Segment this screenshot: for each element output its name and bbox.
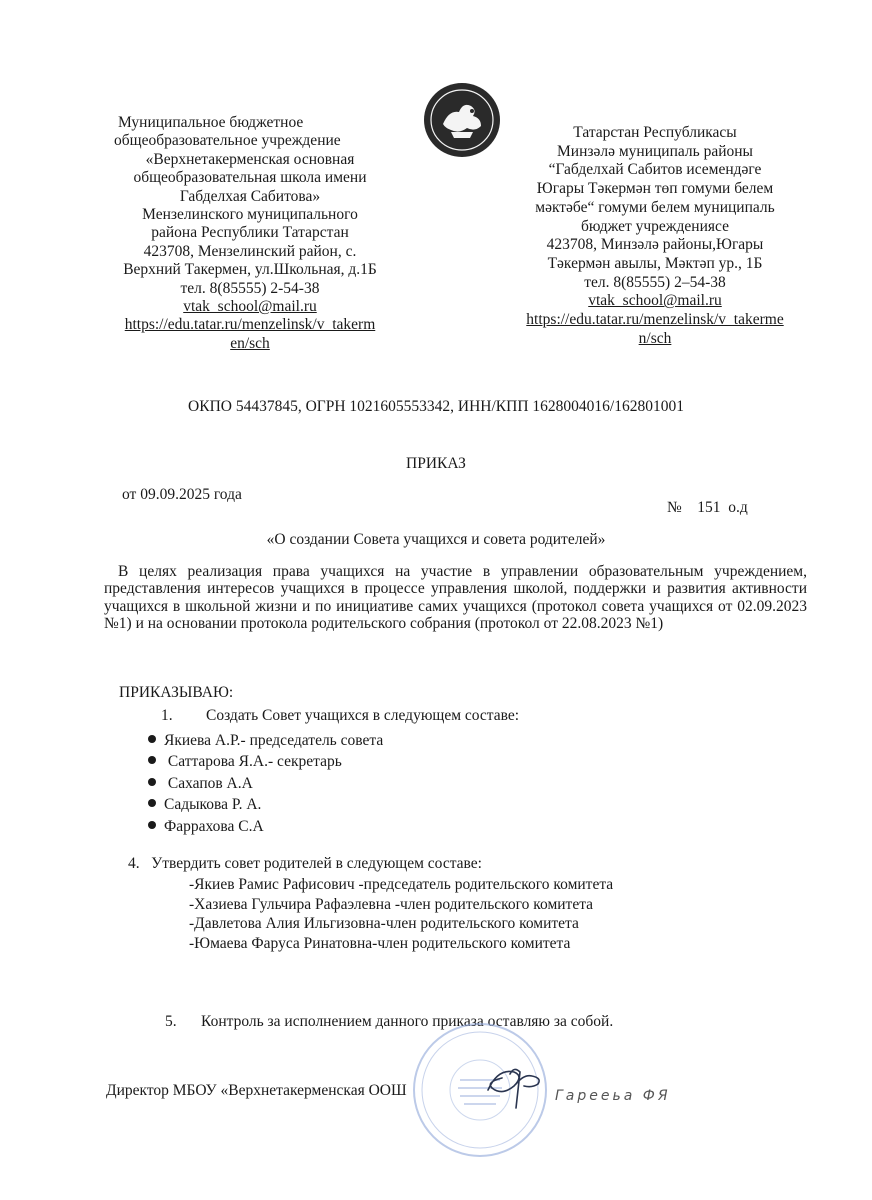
email-link[interactable]: vtak_school@mail.ru [588,292,722,310]
header-right-line: Татарстан Республикасы [573,124,737,141]
email-link[interactable]: vtak_school@mail.ru [183,298,317,316]
header-left-line: Габделхая Сабитова» [179,187,321,205]
website-link-cont[interactable]: en/sch [230,334,270,352]
header-left-line: общеобразовательное учреждение [114,132,341,150]
order-item-4 [128,855,482,873]
header-right-tatar [505,124,805,348]
list-item: -Давлетова Алия Ильгизовна-член родительского комитета [189,915,579,932]
header-left-line: «Верхнетакерменская основная [145,150,355,168]
item-number: 1. [161,707,173,724]
header-left-line: Мензелинского муниципального [142,206,358,224]
handwritten-name: Гарееьа ФЯ [555,1088,671,1104]
header-right-line: тел. 8(85555) 2–54-38 [584,273,726,291]
header-left-russian [100,114,400,353]
item-text: Контроль за исполнением данного приказа оставляю за собой. [201,1013,614,1030]
list-item [148,816,383,837]
order-item-1 [161,707,519,725]
member-name: Сахапов А.А [164,774,253,792]
signature-line: Директор МБОУ «Верхнетакерменская ООШ [106,1082,407,1099]
bullet-icon [148,778,156,786]
member-name: Саттарова Я.А.- секретарь [164,753,342,771]
member-name: Фаррахова С.А [164,817,264,835]
list-item [148,751,383,772]
signature-icon [480,1060,550,1112]
header-right-line: “Габделхай Сабитов исемендәге [548,161,762,179]
website-link-cont[interactable]: n/sch [638,329,672,347]
order-number: № 151 о.д [667,499,748,516]
order-subject: «О создании Совета учащихся и совета родителей» [266,531,606,548]
member-name: Садыкова Р. А. [164,796,262,814]
bullet-icon [148,821,156,829]
header-right-line: Тәкермән авылы, Мәктәп ур., 1Б [547,254,763,272]
item-number: 5. [165,1013,177,1030]
list-item [148,794,383,815]
order-keyword: ПРИКАЗЫВАЮ: [119,684,234,701]
header-right-line: мәктәбе“ гомуми белем муниципаль [535,198,775,216]
header-left-line: тел. 8(85555) 2-54-38 [180,279,320,297]
header-right-line: 423708, Минзәлә районы,Югары [546,236,764,254]
preamble [104,563,807,632]
header-right-line: Минзәлә муниципаль районы [557,142,753,160]
header-left-line: района Республики Татарстан [151,224,349,242]
header-right-line: Югары Тәкермән төп гомуми белем [536,180,774,198]
header-left-line: Верхний Такермен, ул.Школьная, д.1Б [123,261,377,279]
document-title: ПРИКАЗ [406,455,466,472]
list-item: -Юмаева Фаруса Ринатовна-член родительского комитета [189,934,571,952]
parent-council-list [189,875,613,953]
registry-codes: ОКПО 54437845, ОГРН 1021605553342, ИНН/КПП 1628004016/162801001 [188,398,684,415]
header-left-line: 423708, Мензелинский район, с. [143,242,357,260]
list-item: -Хазиева Гульчира Рафаэлевна -член родительского комитета [189,895,594,913]
item-text: Утвердить совет родителей в следующем составе: [151,855,482,872]
item-text: Создать Совет учащихся в следующем составе: [206,707,520,724]
item-number: 4. [128,855,140,872]
bullet-icon [148,756,156,764]
header-left-line: общеобразовательная школа имени [133,169,367,187]
student-council-list [148,730,383,837]
list-item [148,730,383,751]
preamble-text: В целях реализация права учащихся на участие в управлении образовательным учреждением, представления интересов учащихся в процессе управления школой, поддержки и развития активности учащихся в школьной жизни и по инициативе самих учащихся (протокол совета учащихся от 02.09.2023 №1) и на основании протокола родительского собрания (протокол от 22.08.2023 №1) [104,563,807,632]
website-link[interactable]: https://edu.tatar.ru/menzelinsk/v_takerm [124,316,376,334]
bullet-icon [148,799,156,807]
order-date: от 09.09.2025 года [122,486,242,503]
list-item: -Якиев Рамис Рафисович -председатель родительского комитета [189,876,614,893]
website-link[interactable]: https://edu.tatar.ru/menzelinsk/v_takerme [526,311,784,329]
header-left-line: Муниципальное бюджетное [118,114,304,131]
member-name: Якиева А.Р.- председатель совета [164,732,384,749]
header-right-line: бюджет учреждениясе [581,217,729,235]
list-item [148,773,383,794]
tatarstan-emblem-icon [417,80,507,160]
bullet-icon [148,735,156,743]
